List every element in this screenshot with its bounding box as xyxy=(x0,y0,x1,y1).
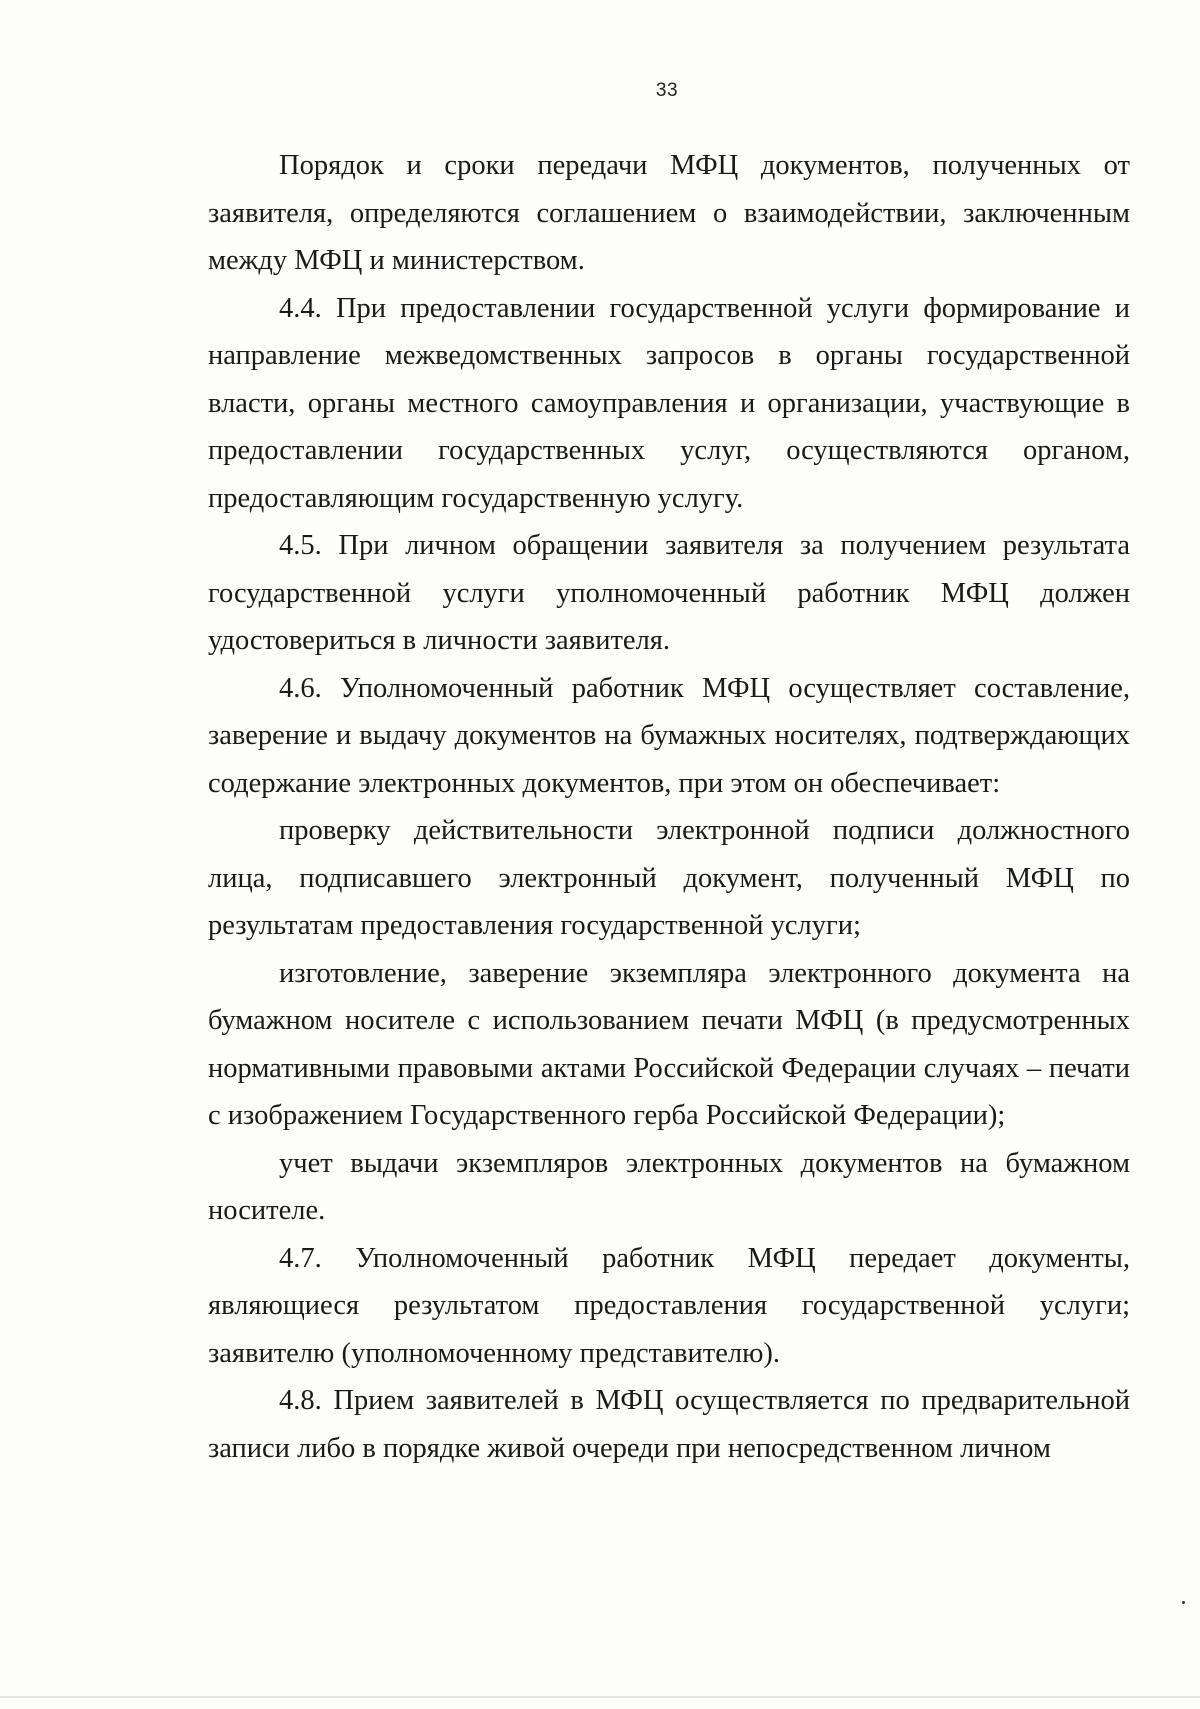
scan-edge-line xyxy=(0,1696,1200,1698)
scan-speck xyxy=(1182,1601,1185,1604)
page-number: 33 xyxy=(655,80,679,101)
paragraph-4-7: 4.7. Уполномоченный работник МФЦ передает документы, являющиеся результатом предоставления государственной услуги; заявителю (уполномоченному представителю). xyxy=(208,1242,1130,1369)
paragraph-4-6: 4.6. Уполномоченный работник МФЦ осуществляет составление, заверение и выдачу документов на бумажных носителях, подтверждающих содержание электронных документов, при этом он обеспечивает: xyxy=(208,672,1130,799)
paragraph-4-5: 4.5. При личном обращении заявителя за получением результата государственной услуги уполномоченный работник МФЦ должен удостовериться в личности заявителя. xyxy=(208,530,1130,656)
paragraph-4-4: 4.4. При предоставлении государственной услуги формирование и направление межведомственных запросов в органы государственной власти, органы местного самоуправления и организации, участвующие в предоставлении государственных услуг, осуществляются органом, предоставляющим государственную услугу. xyxy=(208,292,1130,514)
paragraph-transfer-order: Порядок и сроки передачи МФЦ документов, полученных от заявителя, определяются соглашением о взаимодействии, заключенным между МФЦ и министерством. xyxy=(208,150,1130,276)
paragraph-4-8: 4.8. Прием заявителей в МФЦ осуществляется по предварительной записи либо в порядке живой очереди при непосредственном личном xyxy=(208,1385,1130,1464)
paragraph-paper-copy: изготовление, заверение экземпляра электронного документа на бумажном носителе с использованием печати МФЦ (в предусмотренных нормативными правовыми актами Российской Федерации случаях – печати с изображением Государственного герба Российской Федерации); xyxy=(208,957,1130,1131)
paragraph-issuance-record: учет выдачи экземпляров электронных документов на бумажном носителе. xyxy=(208,1147,1130,1226)
document-body xyxy=(208,142,1130,1472)
paragraph-signature-check: проверку действительности электронной подписи должностного лица, подписавшего электронный документ, полученный МФЦ по результатам предоставления государственной услуги; xyxy=(208,815,1130,941)
